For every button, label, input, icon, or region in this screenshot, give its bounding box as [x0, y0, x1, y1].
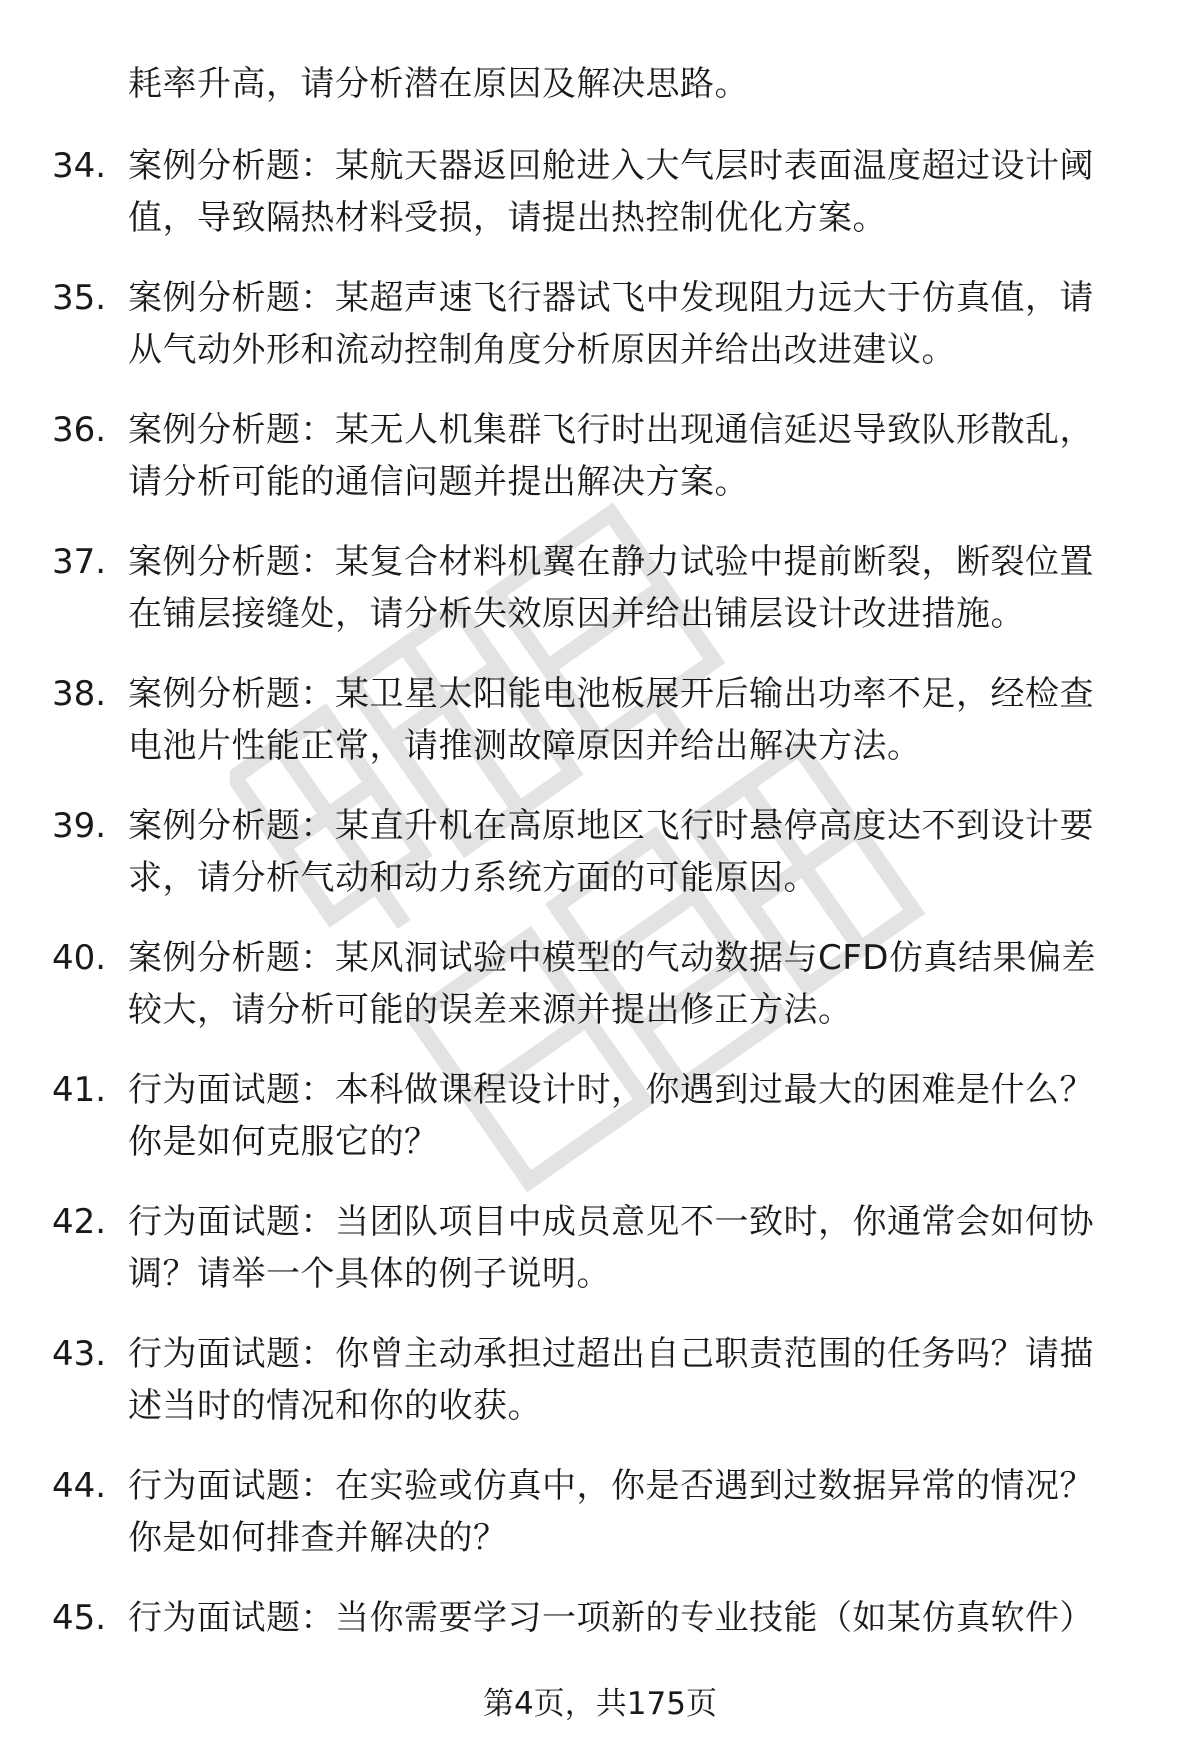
question-number: 36.	[52, 410, 107, 450]
page-footer: 第4页，共175页	[483, 1686, 717, 1722]
question-number: 41.	[52, 1070, 107, 1110]
question-number: 38.	[52, 674, 107, 714]
question-text	[128, 536, 1138, 640]
question-text	[128, 800, 1138, 904]
question-text-line: 行为面试题：本科做课程设计时，你遇到过最大的困难是什么？	[128, 1070, 1094, 1110]
question-text-line: 行为面试题：你曾主动承担过超出自己职责范围的任务吗？请描	[128, 1334, 1094, 1374]
question-text	[128, 1328, 1138, 1432]
question-text-line: 你是如何克服它的？	[128, 1122, 439, 1162]
question-text-line: 电池片性能正常，请推测故障原因并给出解决方法。	[128, 726, 922, 766]
question-number: 45.	[52, 1598, 107, 1638]
question-text-line: 从气动外形和流动控制角度分析原因并给出改进建议。	[128, 330, 956, 370]
question-text-line: 述当时的情况和你的收获。	[128, 1386, 542, 1426]
question-number: 34.	[52, 146, 107, 186]
question-text-line: 请分析可能的通信问题并提出解决方案。	[128, 462, 749, 502]
question-item	[0, 1460, 1200, 1592]
question-text-line: 案例分析题：某风洞试验中模型的气动数据与CFD仿真结果偏差	[128, 938, 1096, 978]
question-text-line: 在铺层接缝处，请分析失效原因并给出铺层设计改进措施。	[128, 594, 1025, 634]
continuation-text: 耗率升高，请分析潜在原因及解决思路。	[128, 64, 749, 104]
question-text-line: 行为面试题：当你需要学习一项新的专业技能（如某仿真软件）	[128, 1598, 1094, 1638]
question-number: 42.	[52, 1202, 107, 1242]
question-text-line: 行为面试题：当团队项目中成员意见不一致时，你通常会如何协	[128, 1202, 1094, 1242]
question-text	[128, 1592, 1138, 1644]
question-text-line: 行为面试题：在实验或仿真中，你是否遇到过数据异常的情况？	[128, 1466, 1094, 1506]
question-item	[0, 668, 1200, 800]
question-text-line: 调？请举一个具体的例子说明。	[128, 1254, 611, 1294]
question-number: 37.	[52, 542, 107, 582]
question-text-line: 求，请分析气动和动力系统方面的可能原因。	[128, 858, 818, 898]
question-text-line: 你是如何排查并解决的？	[128, 1518, 508, 1558]
question-number: 39.	[52, 806, 107, 846]
question-text-line: 值，导致隔热材料受损，请提出热控制优化方案。	[128, 198, 887, 238]
question-item	[0, 800, 1200, 932]
question-number: 40.	[52, 938, 107, 978]
question-text	[128, 272, 1138, 376]
question-text-line: 较大，请分析可能的误差来源并提出修正方法。	[128, 990, 853, 1030]
question-text-line: 案例分析题：某超声速飞行器试飞中发现阻力远大于仿真值，请	[128, 278, 1094, 318]
question-item	[0, 536, 1200, 668]
question-item	[0, 140, 1200, 272]
question-number: 44.	[52, 1466, 107, 1506]
question-text-line: 案例分析题：某无人机集群飞行时出现通信延迟导致队形散乱，	[128, 410, 1094, 450]
question-text	[128, 1196, 1138, 1300]
question-item	[0, 1328, 1200, 1460]
question-text-line: 案例分析题：某直升机在高原地区飞行时悬停高度达不到设计要	[128, 806, 1094, 846]
question-text-line: 案例分析题：某卫星太阳能电池板展开后输出功率不足，经检查	[128, 674, 1094, 714]
question-text	[128, 1460, 1138, 1564]
question-text	[128, 668, 1138, 772]
question-item	[0, 1064, 1200, 1196]
question-item	[0, 272, 1200, 404]
question-text	[128, 140, 1138, 244]
question-item	[0, 1196, 1200, 1328]
question-text-line: 案例分析题：某航天器返回舱进入大气层时表面温度超过设计阈	[128, 146, 1094, 186]
question-number: 43.	[52, 1334, 107, 1374]
question-text	[128, 404, 1138, 508]
question-number: 35.	[52, 278, 107, 318]
question-item	[0, 932, 1200, 1064]
question-list	[0, 140, 1200, 1724]
question-item	[0, 404, 1200, 536]
question-text	[128, 1064, 1138, 1168]
question-text-line: 案例分析题：某复合材料机翼在静力试验中提前断裂，断裂位置	[128, 542, 1094, 582]
question-text	[128, 932, 1138, 1036]
